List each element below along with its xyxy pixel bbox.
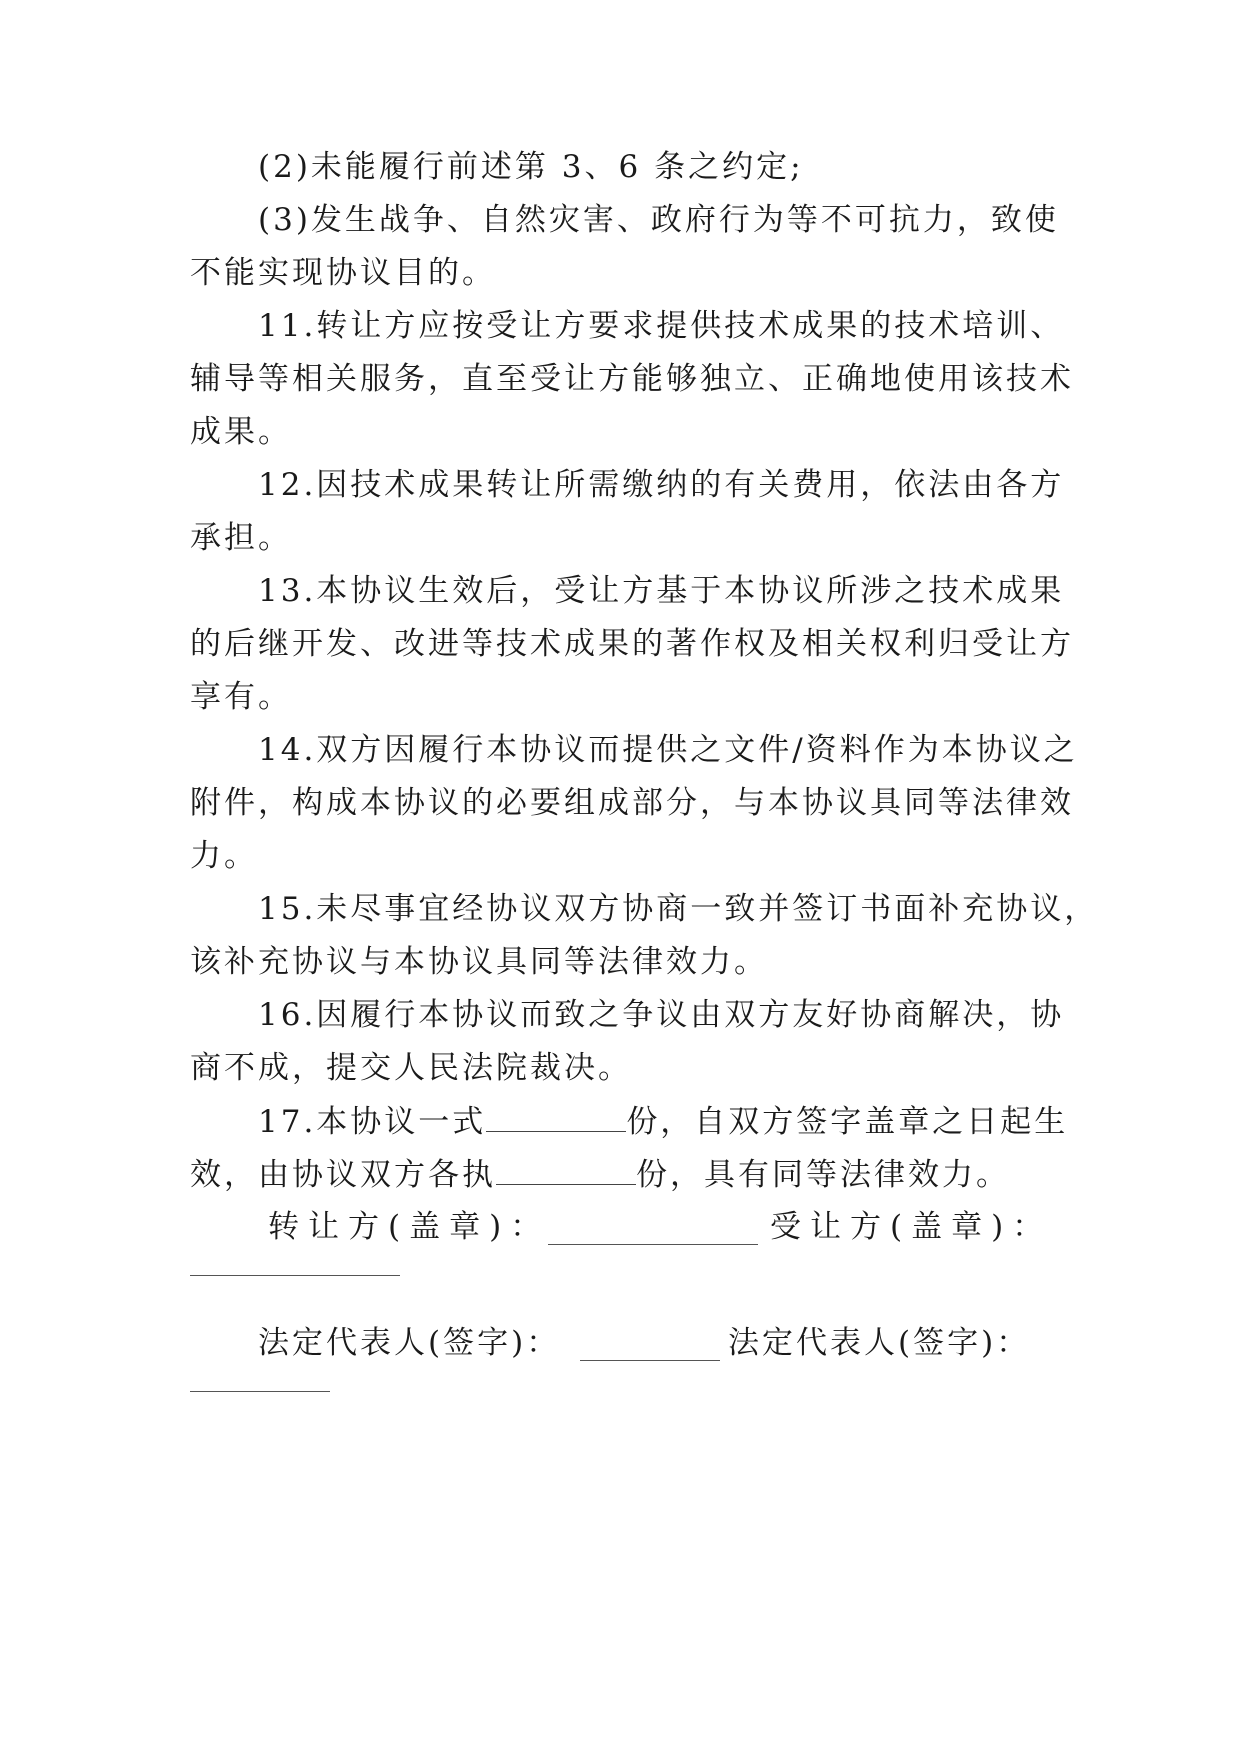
clause-10-item-2: (2)未能履行前述第 3、6 条之约定; (258, 149, 804, 185)
clause-17-text-b: 份，自双方签字盖章之日起生 (626, 1104, 1069, 1140)
clause-17-text-c: 效，由协议双方各执 (190, 1157, 496, 1193)
transferee-rep-label: 法定代表人(签字)： (728, 1325, 1031, 1361)
transferee-seal-label: 受让方(盖章)： (770, 1209, 1053, 1245)
clause-14-line1: 14.双方因履行本协议而提供之文件/资料作为本协议之 (258, 732, 1078, 768)
clause-10-item-3-line2: 不能实现协议目的。 (190, 255, 496, 291)
clause-12-line1: 12.因技术成果转让所需缴纳的有关费用，依法由各方 (258, 467, 1065, 503)
clause-10-item-3-line1: (3)发生战争、自然灾害、政府行为等不可抗力，致使 (258, 202, 1059, 238)
clause-11-line2: 辅导等相关服务，直至受让方能够独立、正确地使用该技术 (190, 361, 1074, 397)
clause-16-line1: 16.因履行本协议而致之争议由双方友好协商解决，协 (258, 997, 1065, 1033)
clause-14-line2: 附件，构成本协议的必要组成部分，与本协议具同等法律效 (190, 785, 1074, 821)
clause-15-line1: 15.未尽事宜经协议双方协商一致并签订书面补充协议， (258, 891, 1099, 927)
clause-15-line2: 该补充协议与本协议具同等法律效力。 (190, 944, 768, 980)
clause-13-line1: 13.本协议生效后，受让方基于本协议所涉之技术成果 (258, 573, 1065, 609)
transferor-seal-blank[interactable] (548, 1244, 758, 1245)
clause-13-line2: 的后继开发、改进等技术成果的著作权及相关权利归受让方 (190, 626, 1074, 662)
clause-14-line3: 力。 (190, 838, 258, 874)
clause-17-line1 (258, 1101, 1118, 1142)
clause-16-line2: 商不成，提交人民法院裁决。 (190, 1050, 632, 1086)
clause-17-text-d: 份，具有同等法律效力。 (636, 1157, 1010, 1193)
clause-12-line2: 承担。 (190, 520, 292, 556)
transferee-rep-blank[interactable] (190, 1391, 330, 1392)
clause-13-line3: 享有。 (190, 679, 292, 715)
clause-17-line2 (190, 1154, 1050, 1195)
clause-11-line3: 成果。 (190, 414, 292, 450)
transferor-seal-label: 转让方(盖章)： (268, 1209, 551, 1245)
copies-total-blank[interactable] (486, 1101, 626, 1132)
clause-17-text-a: 17.本协议一式 (258, 1104, 487, 1140)
transferor-rep-blank[interactable] (580, 1360, 720, 1361)
transferee-seal-blank[interactable] (190, 1275, 400, 1276)
copies-each-blank[interactable] (496, 1154, 636, 1185)
clause-11-line1: 11.转让方应按受让方要求提供技术成果的技术培训、 (258, 308, 1065, 344)
transferor-rep-label: 法定代表人(签字)： (258, 1325, 561, 1361)
